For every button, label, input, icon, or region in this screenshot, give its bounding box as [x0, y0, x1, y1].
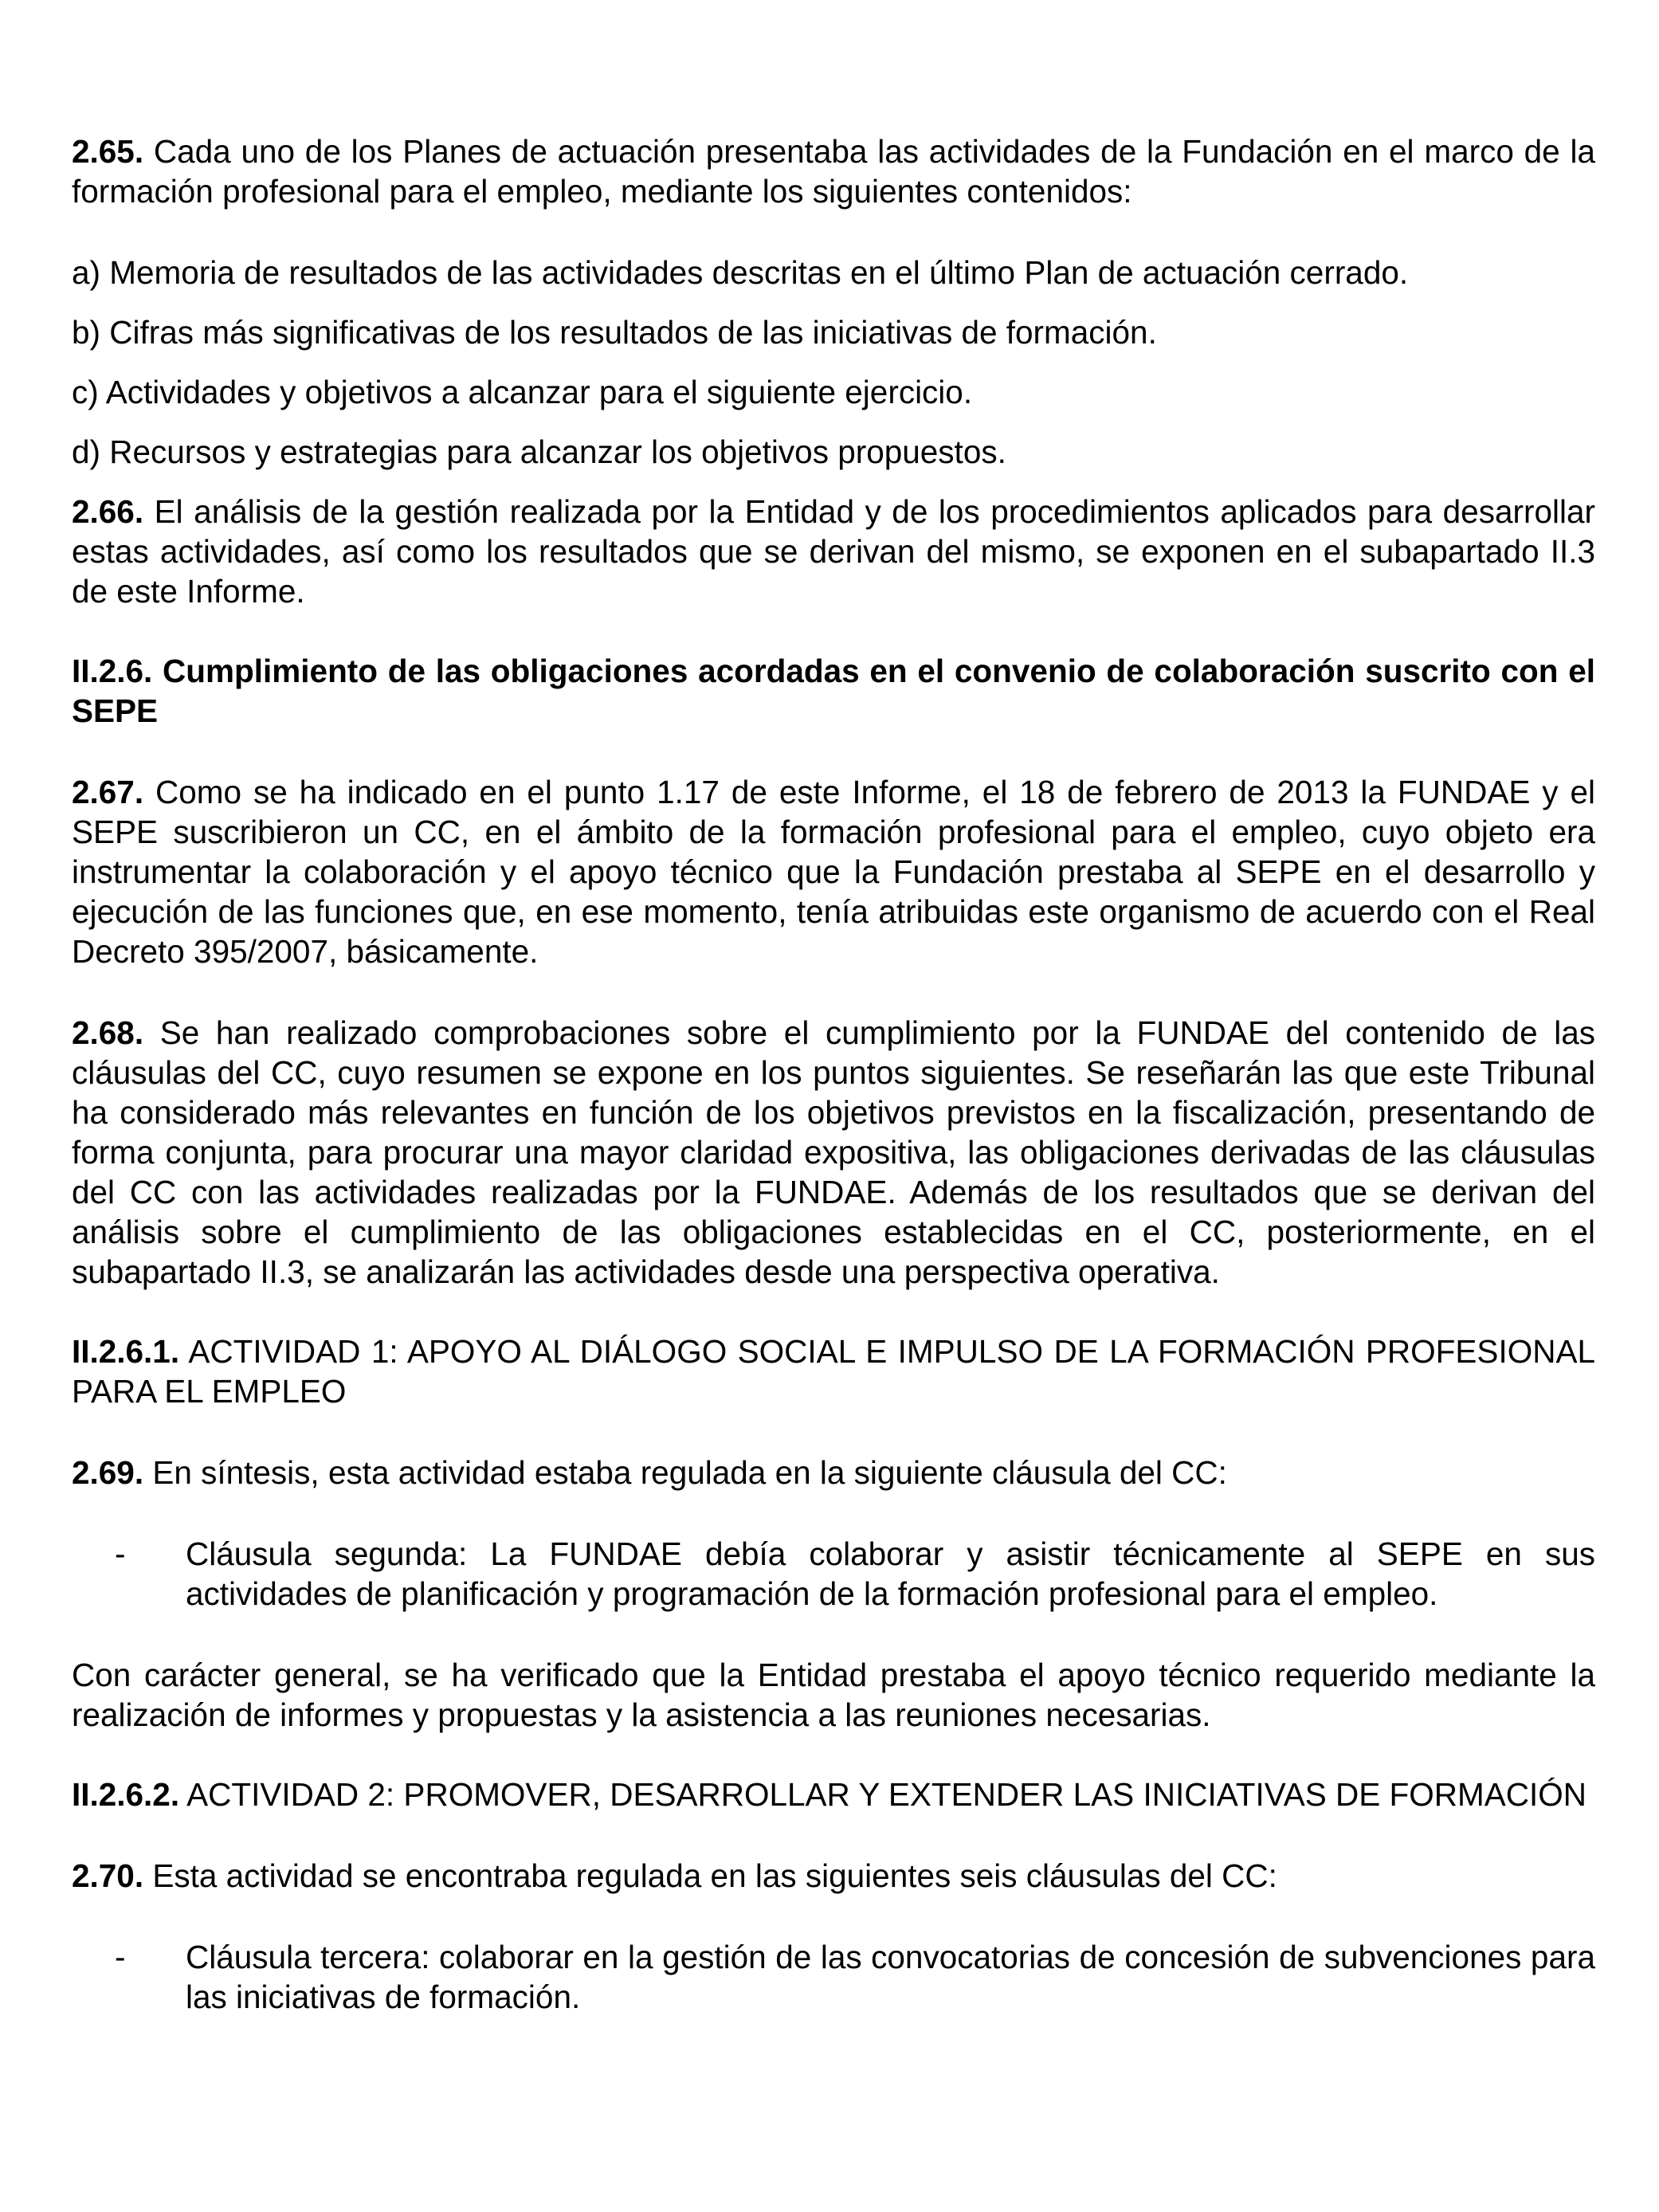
- paragraph-number: 2.68.: [72, 1014, 144, 1051]
- paragraph-text: Como se ha indicado en el punto 1.17 de este Informe, el 18 de febrero de 2013 la FUNDAE y el SEPE suscribieron un CC, en el ámbito de la formación profesional para el empleo, cuyo objeto era instrumentar la colaboración y el apoyo técnico que la Fundación prestaba al SEPE en el desarrollo y ejecución de las funciones que, en ese momento, tenía atribuidas este organismo de acuerdo con el Real Decreto 395/2007, básicamente.: [72, 774, 1595, 970]
- bullet-text: Cláusula segunda: La FUNDAE debía colaborar y asistir técnicamente al SEPE en sus actividades de planificación y programación de la formación profesional para el empleo.: [186, 1535, 1595, 1612]
- bullet-clausula-tercera: [72, 1937, 1595, 2017]
- paragraph-2-66: [72, 492, 1595, 611]
- subsection-heading-ii-2-6-2: [72, 1775, 1595, 1814]
- list-item-d: d) Recursos y estrategias para alcanzar los objetivos propuestos.: [72, 433, 1006, 470]
- bullet-dash: -: [115, 1939, 126, 1975]
- subsection-number: II.2.6.2.: [72, 1776, 180, 1813]
- subsection-title: ACTIVIDAD 2: PROMOVER, DESARROLLAR Y EXTENDER LAS INICIATIVAS DE FORMACIÓN: [186, 1776, 1586, 1813]
- paragraph-number: 2.67.: [72, 774, 144, 810]
- paragraph-2-69-conclusion: Con carácter general, se ha verificado que la Entidad prestaba el apoyo técnico requerido mediante la realización de informes y propuestas y la asistencia a las reuniones necesarias.: [72, 1657, 1595, 1733]
- document-page: [72, 131, 1595, 2017]
- paragraph-text: Esta actividad se encontraba regulada en las siguientes seis cláusulas del CC:: [152, 1857, 1277, 1894]
- list-item-c: c) Actividades y objetivos a alcanzar para el siguiente ejercicio.: [72, 374, 973, 410]
- section-heading-ii-2-6: II.2.6. Cumplimiento de las obligaciones acordadas en el convenio de colaboración suscrito con el SEPE: [72, 653, 1595, 729]
- list-item-b: b) Cifras más significativas de los resultados de las iniciativas de formación.: [72, 314, 1157, 351]
- paragraph-2-65: [72, 131, 1595, 211]
- paragraph-2-69: [72, 1453, 1595, 1492]
- list-item-a: a) Memoria de resultados de las actividades descritas en el último Plan de actuación cerrado.: [72, 254, 1409, 291]
- subsection-heading-ii-2-6-1: [72, 1332, 1595, 1411]
- paragraph-2-67: [72, 772, 1595, 971]
- paragraph-number: 2.69.: [72, 1454, 144, 1491]
- paragraph-number: 2.65.: [72, 133, 144, 170]
- bullet-dash: -: [115, 1535, 126, 1572]
- paragraph-2-70: [72, 1856, 1595, 1896]
- subsection-title: ACTIVIDAD 1: APOYO AL DIÁLOGO SOCIAL E IMPULSO DE LA FORMACIÓN PROFESIONAL PARA EL EMPLEO: [72, 1333, 1595, 1410]
- paragraph-number: 2.70.: [72, 1857, 144, 1894]
- paragraph-number: 2.66.: [72, 493, 144, 530]
- bullet-clausula-segunda: [72, 1534, 1595, 1614]
- bullet-text: Cláusula tercera: colaborar en la gestión de las convocatorias de concesión de subvenciones para las iniciativas de formación.: [186, 1939, 1595, 2015]
- paragraph-text: El análisis de la gestión realizada por la Entidad y de los procedimientos aplicados para desarrollar estas actividades, así como los resultados que se derivan del mismo, se exponen en el subapartado II.3 de este Informe.: [72, 493, 1595, 610]
- paragraph-text: Cada uno de los Planes de actuación presentaba las actividades de la Fundación en el marco de la formación profesional para el empleo, mediante los siguientes contenidos:: [72, 133, 1595, 210]
- subsection-number: II.2.6.1.: [72, 1333, 180, 1370]
- paragraph-2-68: [72, 1013, 1595, 1292]
- paragraph-text: Se han realizado comprobaciones sobre el cumplimiento por la FUNDAE del contenido de las cláusulas del CC, cuyo resumen se expone en los puntos siguientes. Se reseñarán las que este Tribunal ha considerado más relevantes en función de los objetivos previstos en la fiscalización, presentando de forma conjunta, para procurar una mayor claridad expositiva, las obligaciones derivadas de las cláusulas del CC con las actividades realizadas por la FUNDAE. Además de los resultados que se derivan del análisis sobre el cumplimiento de las obligaciones establecidas en el CC, posteriormente, en el subapartado II.3, se analizarán las actividades desde una perspectiva operativa.: [72, 1014, 1595, 1290]
- paragraph-text: En síntesis, esta actividad estaba regulada en la siguiente cláusula del CC:: [152, 1454, 1227, 1491]
